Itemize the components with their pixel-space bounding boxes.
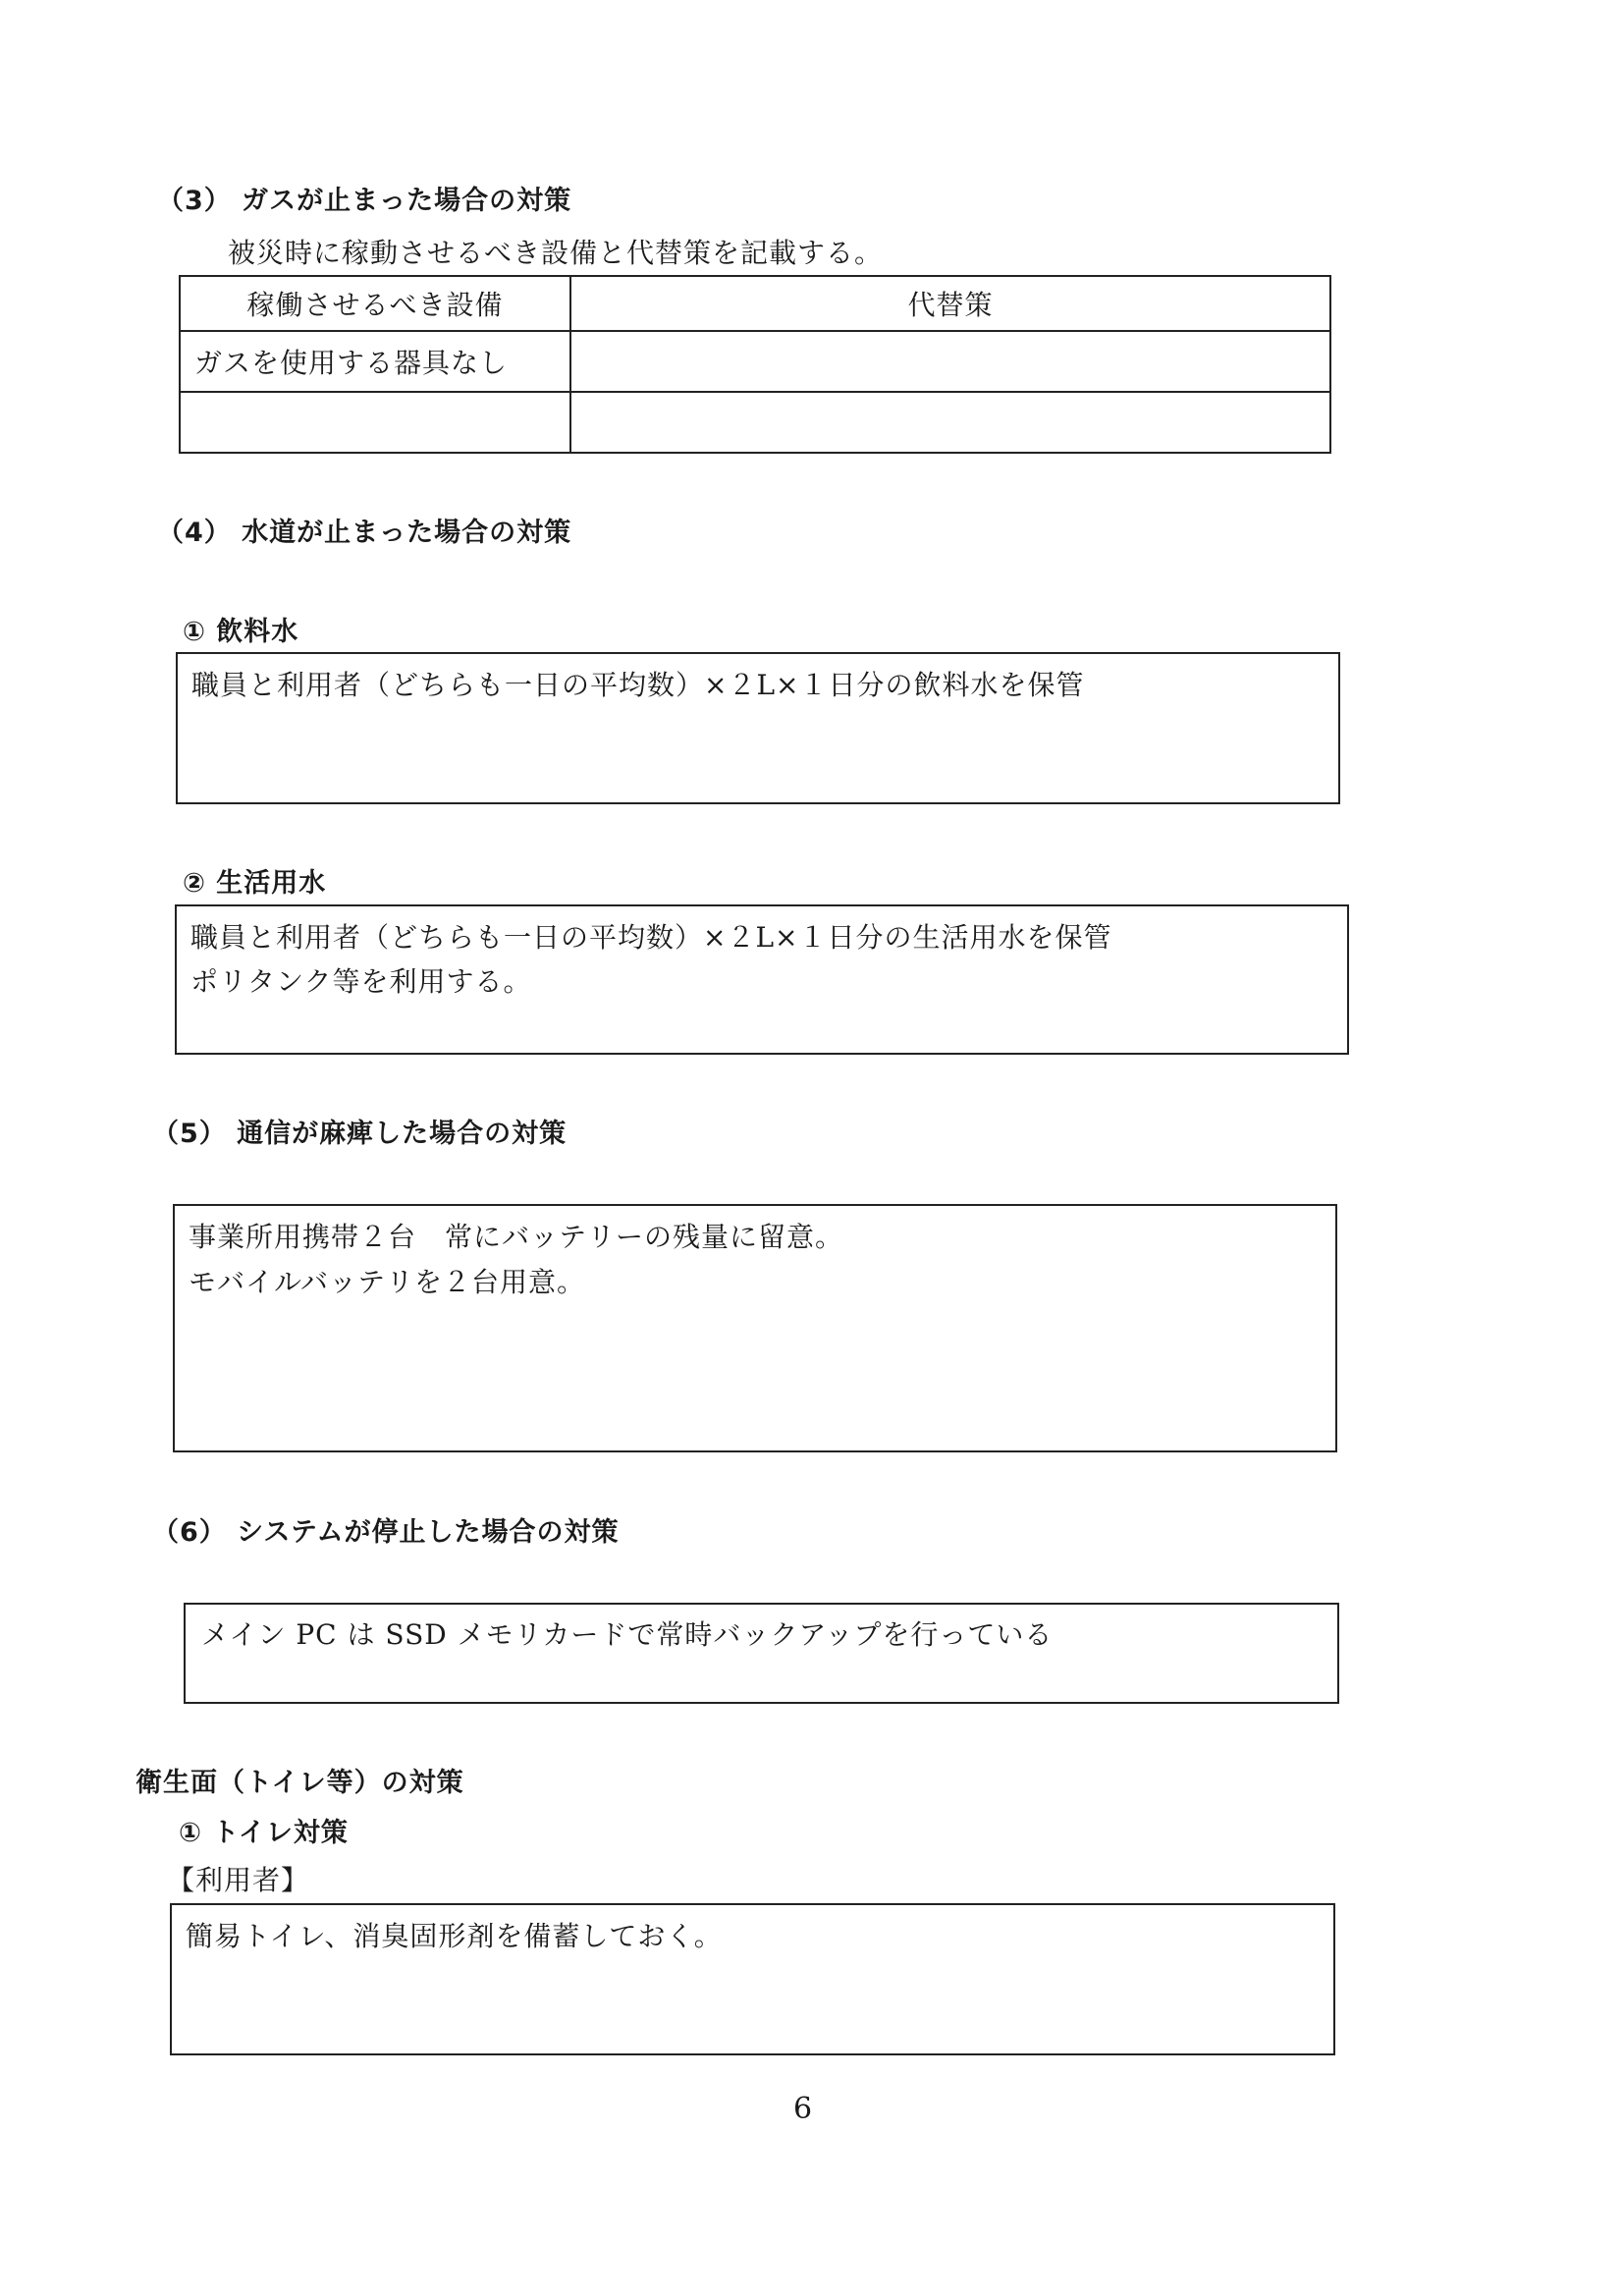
section-gas-description: 被災時に稼動させるべき設備と代替策を記載する。: [228, 237, 884, 269]
gas-equipment-table: [179, 275, 1331, 454]
section-gas-heading: （3） ガスが止まった場合の対策: [157, 186, 572, 216]
table-row: [180, 392, 1330, 453]
household-water-box: [175, 904, 1349, 1055]
section-water-heading: （4） 水道が止まった場合の対策: [157, 518, 572, 548]
table-header-row: [180, 276, 1330, 331]
table-header-alternative: 代替策: [570, 276, 1330, 331]
communication-text-1: 事業所用携帯２台 常にバッテリーの残量に留意。: [189, 1221, 844, 1253]
household-water-label: ② 生活用水: [183, 868, 327, 899]
household-water-text-2: ポリタンク等を利用する。: [190, 965, 532, 998]
drinking-water-label: ① 飲料水: [183, 617, 299, 647]
table-cell: [570, 392, 1330, 453]
table-cell: ガスを使用する器具なし: [180, 331, 570, 392]
toilet-measures-text: 簡易トイレ、消臭固形剤を備蓄しておく。: [186, 1920, 723, 1952]
table-header-equipment: 稼働させるべき設備: [180, 276, 570, 331]
toilet-measures-label: ① トイレ対策: [179, 1818, 349, 1848]
toilet-measures-box: [170, 1903, 1335, 2055]
drinking-water-box: [176, 652, 1340, 804]
drinking-water-text: 職員と利用者（どちらも一日の平均数）×２L×１日分の飲料水を保管: [191, 669, 1085, 701]
system-text: メイン PC は SSD メモリカードで常時バックアップを行っている: [201, 1618, 1054, 1651]
communication-text-2: モバイルバッテリを２台用意。: [189, 1266, 586, 1298]
user-label: 【利用者】: [167, 1864, 310, 1896]
page-number: 6: [793, 2092, 813, 2126]
section-communication-heading: （5） 通信が麻痺した場合の対策: [152, 1119, 568, 1149]
table-cell: [180, 392, 570, 453]
household-water-text-1: 職員と利用者（どちらも一日の平均数）×２L×１日分の生活用水を保管: [190, 921, 1112, 954]
communication-box: [173, 1204, 1337, 1452]
table-row: [180, 331, 1330, 392]
section-hygiene-heading: 衛生面（トイレ等）の対策: [135, 1768, 464, 1798]
section-system-heading: （6） システムが停止した場合の対策: [152, 1517, 620, 1548]
table-cell: [570, 331, 1330, 392]
system-box: [184, 1603, 1339, 1704]
